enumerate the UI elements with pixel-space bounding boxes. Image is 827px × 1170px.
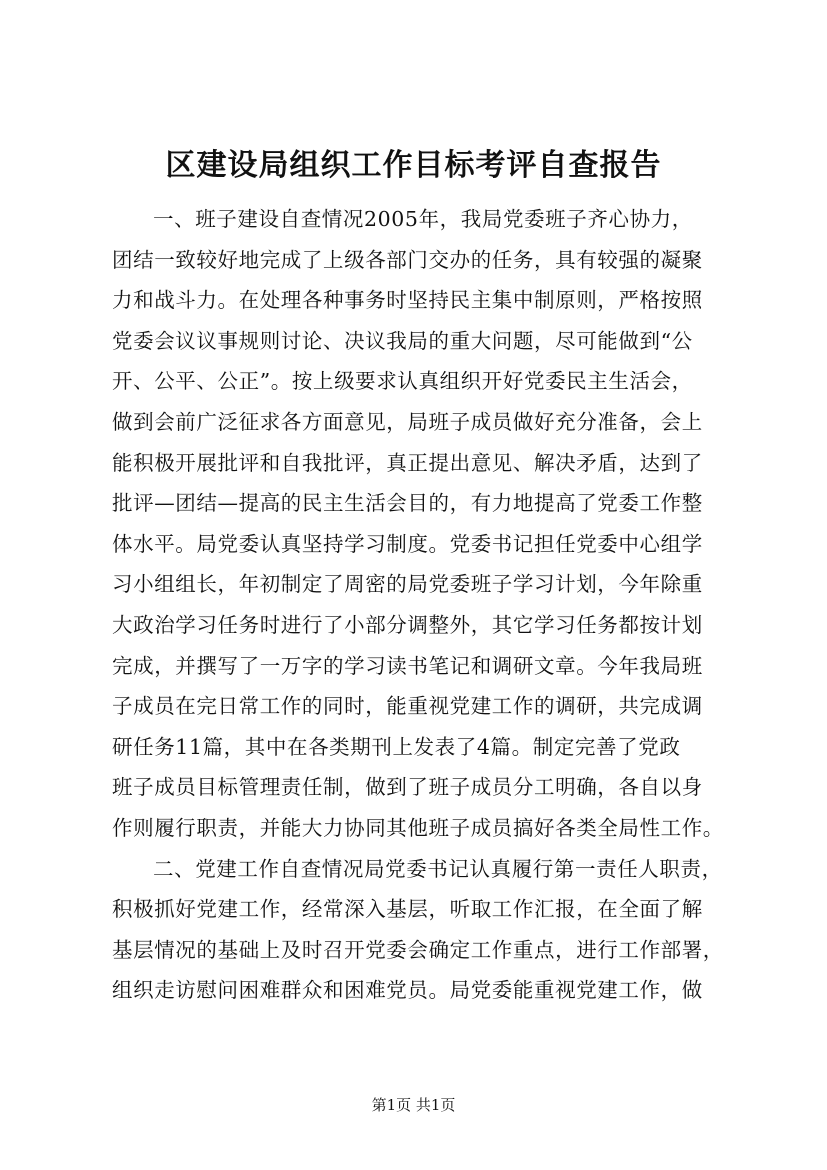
body-line: 完成，并撰写了一万字的学习读书笔记和调研文章。今年我局班 (112, 653, 703, 678)
body-line: 大政治学习任务时进行了小部分调整外，其它学习任务都按计划 (112, 612, 703, 637)
page-footer: 第1页 共1页 (371, 1096, 456, 1114)
body-line: 团结一致较好地完成了上级各部门交办的任务，具有较强的凝聚 (112, 247, 703, 272)
body-line: 研任务11篇，其中在各类期刊上发表了4篇。制定完善了党政 (112, 734, 681, 759)
body-line: 习小组组长，年初制定了周密的局党委班子学习计划，今年除重 (112, 572, 703, 597)
body-line: 一、班子建设自查情况2005年，我局党委班子齐心协力， (153, 207, 693, 231)
document-body (112, 199, 730, 1011)
body-line: 批评—团结—提高的民主生活会目的，有力地提高了党委工作整 (112, 491, 703, 516)
body-line: 子成员在完日常工作的同时，能重视党建工作的调研，共完成调 (112, 694, 703, 719)
body-line: 开、公平、公正”。按上级要求认真组织开好党委民主生活会， (112, 369, 693, 394)
body-line: 组织走访慰问困难群众和困难党员。局党委能重视党建工作，做 (112, 978, 703, 1003)
body-line: 二、党建工作自查情况局党委书记认真履行第一责任人职责， (153, 856, 723, 881)
body-line: 体水平。局党委认真坚持学习制度。党委书记担任党委中心组学 (112, 531, 703, 556)
body-line: 能积极开展批评和自我批评，真正提出意见、解决矛盾，达到了 (112, 450, 703, 475)
body-line: 做到会前广泛征求各方面意见，局班子成员做好充分准备，会上 (112, 409, 703, 434)
body-line: 基层情况的基础上及时召开党委会确定工作重点，进行工作部署， (112, 937, 724, 962)
body-line: 党委会议议事规则讨论、决议我局的重大问题，尽可能做到“公 (112, 328, 693, 353)
document-title: 区建设局组织工作目标考评自查报告 (165, 148, 662, 183)
body-line: 积极抓好党建工作，经常深入基层，听取工作汇报，在全面了解 (112, 897, 703, 922)
body-line: 班子成员目标管理责任制，做到了班子成员分工明确，各自以身 (112, 775, 703, 800)
body-line: 作则履行职责，并能大力协同其他班子成员搞好各类全局性工作。 (112, 815, 724, 840)
body-line: 力和战斗力。在处理各种事务时坚持民主集中制原则，严格按照 (112, 288, 703, 313)
